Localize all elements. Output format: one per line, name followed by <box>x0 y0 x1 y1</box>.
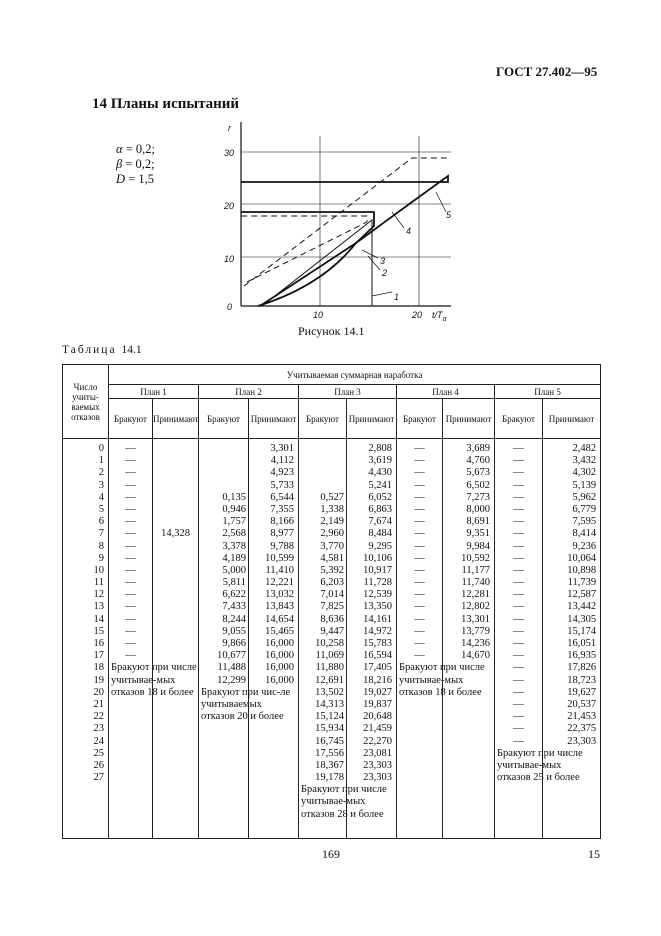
table-cell: 10,258 <box>315 638 344 649</box>
table-cell: 8,166 <box>270 516 294 528</box>
table-cell: — <box>414 601 425 613</box>
table-cell: — <box>513 564 524 576</box>
table-cell: 4,189 <box>222 552 246 564</box>
table-cell: 4,760 <box>466 455 490 467</box>
table-cell: 7,595 <box>572 516 597 528</box>
table-cell: — <box>125 467 136 479</box>
table-cell: 15 <box>93 625 104 637</box>
header-reject: Бракуют <box>109 399 153 439</box>
header-reject: Бракуют <box>199 399 249 439</box>
page-number: 169 <box>322 847 340 861</box>
table-cell: — <box>414 491 425 503</box>
table-cell: — <box>414 503 425 515</box>
y-tick-0: 0 <box>227 302 233 312</box>
table-cell: 19,837 <box>363 698 392 710</box>
header-reject: Бракуют <box>397 399 443 439</box>
table-cell: 18 <box>93 662 104 674</box>
blank-cell <box>199 480 246 492</box>
table-cell: 20 <box>93 686 104 698</box>
column-plan1-accept <box>153 439 199 839</box>
table-cell: — <box>414 650 425 662</box>
table-cell: — <box>513 455 524 467</box>
table-cell: — <box>513 735 524 747</box>
table-cell: 17,405 <box>363 662 392 674</box>
table-cell: — <box>513 443 524 454</box>
blank-cell <box>153 443 198 455</box>
table-cell: — <box>414 479 425 491</box>
table-cell: — <box>125 638 136 649</box>
table-cell: — <box>414 589 425 601</box>
table-cell: 14 <box>93 613 104 625</box>
table-cell: — <box>414 467 425 479</box>
param-alpha: α = 0,2; <box>116 142 155 156</box>
blank-cell <box>299 455 344 467</box>
table-cell: 7,674 <box>368 516 392 528</box>
table-cell: 4,430 <box>368 467 392 479</box>
table-cell: 21,453 <box>567 711 597 723</box>
figure-caption: Рисунок 14.1 <box>298 324 365 338</box>
table-cell: — <box>513 577 524 589</box>
table-cell: 3,689 <box>466 443 490 454</box>
table-cell: 13,350 <box>363 601 392 613</box>
table-cell: 16,935 <box>567 650 597 662</box>
table-cell: 23,303 <box>363 772 392 784</box>
table-cell: — <box>125 589 136 601</box>
table-cell: 11 <box>93 577 104 589</box>
table-cell: 23,303 <box>567 735 597 747</box>
table-cell: 14,161 <box>363 613 392 625</box>
table-cell: 10,592 <box>461 552 490 564</box>
table-cell: 2,808 <box>368 443 392 454</box>
table-cell: 12,539 <box>363 589 392 601</box>
table-cell: 13,502 <box>315 686 344 698</box>
table-cell: 8,484 <box>368 528 392 540</box>
header-total-runtime: Учитываемая суммарная наработка <box>109 365 601 385</box>
table-cell: 5,811 <box>222 577 246 589</box>
header-plan-1: План 1 <box>109 385 199 399</box>
y-tick-20: 20 <box>224 201 235 211</box>
table-cell: 19 <box>93 674 104 686</box>
table-cell: 4,581 <box>320 552 344 564</box>
table-cell: 18,723 <box>567 674 597 686</box>
table-cell: 4 <box>98 491 104 503</box>
table-cell: 3,619 <box>368 455 392 467</box>
table-cell: 10 <box>93 564 104 576</box>
blank-cell <box>153 516 198 528</box>
table-cell: 11,880 <box>315 662 344 674</box>
table-cell: 7,355 <box>270 503 294 515</box>
table-cell: 16,000 <box>265 638 294 649</box>
table-cell: 17,556 <box>315 747 344 759</box>
curve-3 <box>241 212 374 306</box>
table-cell: — <box>414 564 425 576</box>
table-cell: 2,149 <box>320 516 344 528</box>
table-cell: — <box>513 479 524 491</box>
table-cell: — <box>513 503 524 515</box>
param-d: D = 1,5 <box>116 172 154 186</box>
table-cell: 5,241 <box>368 479 392 491</box>
header-accept: Принимают <box>347 399 397 439</box>
table-cell: 24 <box>93 735 104 747</box>
reject-rule-note: Бракуют при чис-ле учитываемых отказов 20 и более <box>201 686 291 723</box>
table-cell: 11,410 <box>265 564 294 576</box>
table-cell: 15,124 <box>315 711 344 723</box>
table-cell: — <box>125 564 136 576</box>
test-plans-table <box>62 364 601 839</box>
header-plan-5: План 5 <box>495 385 601 399</box>
table-cell: — <box>125 577 136 589</box>
table-cell: 16 <box>93 638 104 649</box>
table-cell: — <box>125 516 136 528</box>
table-cell: 18,216 <box>363 674 392 686</box>
table-cell: 8,414 <box>572 528 597 540</box>
table-cell: 25 <box>93 747 104 759</box>
reject-rule-note: Бракуют при числе учитывае-мых отказов 18 и более <box>399 662 485 698</box>
table-cell: 9,351 <box>466 528 490 540</box>
table-cell: — <box>125 455 136 467</box>
table-cell: 6,863 <box>368 503 392 515</box>
curve-label-1: 1 <box>394 292 400 302</box>
blank-cell <box>199 443 246 455</box>
header-plan-3: План 3 <box>299 385 397 399</box>
blank-cell <box>153 455 198 467</box>
table-cell: 21,459 <box>363 723 392 735</box>
table-cell: 15,465 <box>265 625 294 637</box>
table-cell: — <box>414 516 425 528</box>
table-cell: 20,537 <box>567 698 597 710</box>
table-cell: — <box>513 674 524 686</box>
table-cell: 10,677 <box>217 650 246 662</box>
table-cell: — <box>414 540 425 552</box>
table-cell: 1,757 <box>222 516 246 528</box>
blank-cell <box>299 480 344 492</box>
table-cell: 7,273 <box>466 491 490 503</box>
blank-cell <box>153 492 198 504</box>
table-cell: 10,106 <box>363 552 392 564</box>
table-cell: 12,587 <box>567 589 597 601</box>
table-cell: 13,032 <box>265 589 294 601</box>
table-cell: 8,977 <box>270 528 294 540</box>
column-failure-count <box>63 439 109 839</box>
table-cell: — <box>513 662 524 674</box>
table-cell: 16,594 <box>363 650 392 662</box>
blank-cell <box>299 467 344 479</box>
table-cell: 9,295 <box>368 540 392 552</box>
table-cell: 5,962 <box>572 491 597 503</box>
table-cell: 17 <box>93 650 104 662</box>
table-cell: — <box>513 650 524 662</box>
table-cell: 5 <box>98 503 104 515</box>
blank-cell <box>199 455 246 467</box>
table-cell: 14,328 <box>161 528 190 540</box>
table-cell: 0,527 <box>320 491 344 503</box>
table-cell: 6,502 <box>466 479 490 491</box>
table-cell: 3,378 <box>222 540 246 552</box>
table-cell: 12 <box>93 589 104 601</box>
table-cell: 9,055 <box>222 625 246 637</box>
table-cell: 9,447 <box>320 625 344 637</box>
table-cell: 9,236 <box>572 540 597 552</box>
table-cell: — <box>513 625 524 637</box>
table-cell: 13,843 <box>265 601 294 613</box>
table-cell: 2,568 <box>222 528 246 540</box>
table-cell: — <box>513 516 524 528</box>
table-cell: 3,432 <box>572 455 597 467</box>
table-cell: — <box>513 698 524 710</box>
table-cell: 9,788 <box>270 540 294 552</box>
test-plans-figure <box>222 116 472 324</box>
sheet-number: 15 <box>588 847 600 861</box>
grid <box>241 136 451 306</box>
x-axis-label: $t/T_\alpha$ <box>432 310 447 323</box>
table-cell: 13,779 <box>461 625 490 637</box>
table-label: Таблица 14.1 <box>62 344 142 356</box>
blank-cell <box>199 467 246 479</box>
reject-rule-note: Бракуют при числе учитывае-мых отказов 25 и более <box>497 747 583 784</box>
curve-label-3: 3 <box>380 256 386 266</box>
table-cell: 14,972 <box>363 625 392 637</box>
table-cell: 14,670 <box>461 650 490 662</box>
table-cell: 14,305 <box>567 613 597 625</box>
table-cell: 3,301 <box>270 443 294 454</box>
table-cell: 19,027 <box>363 686 392 698</box>
table-cell: — <box>513 552 524 564</box>
header-plan-2: План 2 <box>199 385 299 399</box>
table-cell: 14,313 <box>315 698 344 710</box>
table-cell: — <box>513 589 524 601</box>
table-cell: 13 <box>93 601 104 613</box>
y-tick-30: 30 <box>224 148 235 158</box>
table-cell: — <box>513 723 524 735</box>
table-cell: 6,203 <box>320 577 344 589</box>
table-cell: 9,866 <box>222 638 246 649</box>
table-cell: 5,733 <box>270 479 294 491</box>
table-cell: — <box>125 650 136 662</box>
column-plan3-accept <box>347 439 397 839</box>
table-cell: 16,745 <box>315 735 344 747</box>
table-cell: 11,069 <box>315 650 344 662</box>
x-tick-10: 10 <box>313 310 324 320</box>
table-cell: 10,599 <box>265 552 294 564</box>
reject-rule-note: Бракуют при числе учитывае-мых отказов 28 и более <box>301 784 387 820</box>
table-cell: — <box>513 686 524 698</box>
table-cell: 23,303 <box>363 759 392 771</box>
table-cell: 1,338 <box>320 503 344 515</box>
blank-cell <box>153 480 198 492</box>
table-cell: 5,000 <box>222 564 246 576</box>
table-cell: 13,301 <box>461 613 490 625</box>
table-cell: — <box>125 479 136 491</box>
table-cell: 4,112 <box>270 455 294 467</box>
table-cell: 11,177 <box>461 564 490 576</box>
table-cell: 5,673 <box>466 467 490 479</box>
table-cell: 8,000 <box>466 503 490 515</box>
table-cell: — <box>125 540 136 552</box>
header-accept: Принимают <box>153 399 199 439</box>
table-cell: 6,622 <box>222 589 246 601</box>
table-cell: — <box>125 625 136 637</box>
table-cell: — <box>513 467 524 479</box>
header-reject: Бракуют <box>299 399 347 439</box>
table-cell: 10,064 <box>567 552 597 564</box>
table-cell: 2,482 <box>572 443 597 454</box>
table-cell: 7,433 <box>222 601 246 613</box>
table-cell: 4,923 <box>270 467 294 479</box>
blank-cell <box>299 443 344 455</box>
curve-label-5: 5 <box>446 210 452 220</box>
table-cell: 23,081 <box>363 747 392 759</box>
table-cell: 0,946 <box>222 503 246 515</box>
table-cell: 15,783 <box>363 638 392 649</box>
table-cell: 6 <box>98 516 104 528</box>
test-parameters <box>116 142 155 187</box>
table-cell: — <box>125 528 136 540</box>
table-cell: 12,221 <box>265 577 294 589</box>
header-plan-4: План 4 <box>397 385 495 399</box>
table-cell: — <box>513 540 524 552</box>
table-cell: — <box>125 601 136 613</box>
column-plan4-accept <box>443 439 495 839</box>
table-cell: 13,442 <box>567 601 597 613</box>
table-cell: 12,802 <box>461 601 490 613</box>
table-cell: — <box>414 613 425 625</box>
table-cell: 1 <box>98 455 104 467</box>
table-cell: 11,488 <box>217 662 246 674</box>
table-cell: — <box>125 443 136 454</box>
table-cell: 5,392 <box>320 564 344 576</box>
table-cell: 14,654 <box>265 613 294 625</box>
table-cell: 12,299 <box>217 674 246 686</box>
blank-cell <box>153 467 198 479</box>
table-cell: 10,917 <box>363 564 392 576</box>
table-cell: — <box>125 503 136 515</box>
header-reject: Бракуют <box>495 399 543 439</box>
header-accept: Принимают <box>443 399 495 439</box>
table-cell: — <box>513 528 524 540</box>
table-cell: 23 <box>93 723 104 735</box>
table-cell: 9 <box>98 552 104 564</box>
y-tick-10: 10 <box>224 254 235 264</box>
table-cell: — <box>125 552 136 564</box>
table-cell: — <box>414 638 425 649</box>
table-cell: — <box>414 528 425 540</box>
table-cell: 16,000 <box>265 674 294 686</box>
table-cell: 21 <box>93 698 104 710</box>
table-cell: 18,367 <box>315 759 344 771</box>
table-cell: — <box>513 491 524 503</box>
table-cell: 3,770 <box>320 540 344 552</box>
table-cell: 2 <box>98 467 104 479</box>
table-cell: — <box>513 638 524 649</box>
table-cell: 22,375 <box>567 723 597 735</box>
table-cell: 15,174 <box>567 625 597 637</box>
header-failure-count: Число учиты-ваемых отказов <box>63 365 109 439</box>
table-cell: 8 <box>98 540 104 552</box>
table-cell: — <box>125 613 136 625</box>
table-cell: 16,000 <box>265 650 294 662</box>
x-tick-20: 20 <box>412 310 423 320</box>
table-cell: 22 <box>93 711 104 723</box>
table-cell: — <box>414 625 425 637</box>
table-cell: — <box>513 711 524 723</box>
curve-label-2: 2 <box>382 268 388 278</box>
table-cell: 15,934 <box>315 723 344 735</box>
y-axis-label: r <box>228 123 231 133</box>
table-cell: 8,244 <box>222 613 246 625</box>
table-cell: 6,544 <box>270 491 294 503</box>
table-cell: — <box>513 613 524 625</box>
table-cell: 7,825 <box>320 601 344 613</box>
table-cell: 5,139 <box>572 479 597 491</box>
table-cell: 16,051 <box>567 638 597 649</box>
section-title: 14 Планы испытаний <box>92 96 240 112</box>
table-cell: 19,178 <box>315 772 344 784</box>
header-accept: Принимают <box>543 399 601 439</box>
reject-rule-note: Бракуют при числе учитывае-мых отказов 18 и более <box>111 662 197 698</box>
table-cell: — <box>125 491 136 503</box>
table-cell: 11,728 <box>363 577 392 589</box>
curve-4 <box>244 158 451 286</box>
param-beta: β = 0,2; <box>116 157 155 171</box>
table-cell: 10,898 <box>567 564 597 576</box>
column-plan2-accept <box>249 439 299 839</box>
standard-code: ГОСТ 27.402—95 <box>496 64 598 79</box>
table-cell: 11,739 <box>567 577 597 589</box>
table-cell: 19,627 <box>567 686 597 698</box>
curve-label-4: 4 <box>406 226 412 236</box>
table-cell: 4,302 <box>572 467 597 479</box>
table-cell: 17,826 <box>567 662 597 674</box>
table-cell: 8,691 <box>466 516 490 528</box>
table-cell: 26 <box>93 759 104 771</box>
table-cell: 0,135 <box>222 491 246 503</box>
table-cell: 7,014 <box>320 589 344 601</box>
table-cell: 6,052 <box>368 491 392 503</box>
blank-cell <box>153 504 198 516</box>
table-cell: 11,740 <box>461 577 490 589</box>
table-cell: 9,984 <box>466 540 490 552</box>
table-cell: 7 <box>98 528 104 540</box>
table-cell: 6,779 <box>572 503 597 515</box>
table-cell: 16,000 <box>265 662 294 674</box>
table-cell: 27 <box>93 772 104 784</box>
table-cell: 8,636 <box>320 613 344 625</box>
table-cell: 14,236 <box>461 638 490 649</box>
table-cell: 22,270 <box>363 735 392 747</box>
table-cell: — <box>414 443 425 454</box>
table-cell: 12,281 <box>461 589 490 601</box>
table-cell: 20,648 <box>363 711 392 723</box>
table-cell: — <box>414 455 425 467</box>
table-cell: — <box>414 552 425 564</box>
table-cell: 3 <box>98 479 104 491</box>
table-cell: 2,960 <box>320 528 344 540</box>
table-cell: 12,691 <box>315 674 344 686</box>
table-cell: — <box>414 577 425 589</box>
header-accept: Принимают <box>249 399 299 439</box>
table-cell: 0 <box>98 443 104 454</box>
table-cell: — <box>513 601 524 613</box>
